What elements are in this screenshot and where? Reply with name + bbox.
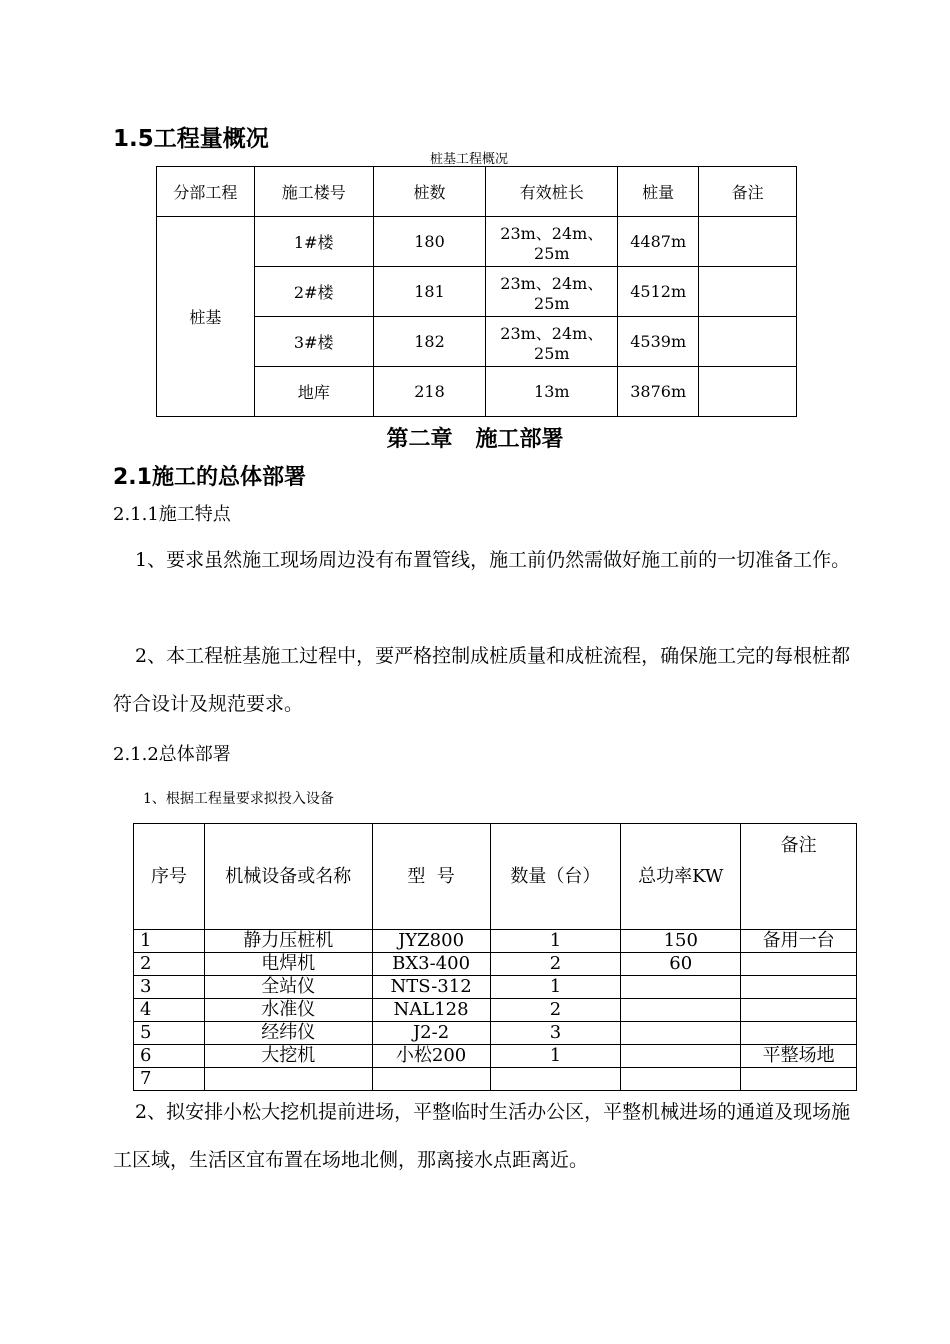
paragraph: 2、拟安排小松大挖机提前进场，平整临时生活办公区，平整机械进场的通道及现场施工区域，生活区宜布置在场地北侧，那离接水点距离近。 <box>113 1101 851 1171</box>
paragraph: 2、本工程桩基施工过程中，要严格控制成桩质量和成桩流程，确保施工完的每根桩都符合设计及规范要求。 <box>113 645 851 715</box>
table-cell: 3#楼 <box>254 317 373 367</box>
table-cell: 13m <box>486 367 618 417</box>
table-row <box>134 999 857 1022</box>
table-cell: 1 <box>134 930 205 953</box>
list-item: 1、根据工程量要求拟投入设备 <box>143 791 334 807</box>
subsection-heading-2-1-1: 2.1.1施工特点 <box>113 504 231 525</box>
table-cell: 6 <box>134 1045 205 1068</box>
paragraph: 1、要求虽然施工现场周边没有布置管线，施工前仍然需做好施工前的一切准备工作。 <box>135 549 851 571</box>
table-cell: 7 <box>134 1068 205 1091</box>
table-cell: 180 <box>373 217 486 267</box>
table-cell: 2 <box>134 953 205 976</box>
group-label-cell: 桩基 <box>157 217 255 417</box>
table-cell: 平整场地 <box>741 1045 857 1068</box>
table-cell <box>699 217 797 267</box>
table-cell <box>621 1045 741 1068</box>
table-cell: 3 <box>490 1022 621 1045</box>
table-cell: 181 <box>373 267 486 317</box>
table-cell: 23m、24m、25m <box>486 267 618 317</box>
table-cell: 4539m <box>618 317 699 367</box>
table-cell: 3876m <box>618 367 699 417</box>
table-cell: 全站仪 <box>204 976 372 999</box>
table-cell: 1 <box>490 1045 621 1068</box>
header-cell: 分部工程 <box>157 167 255 217</box>
table-row <box>134 930 857 953</box>
table-cell: 60 <box>621 953 741 976</box>
section-heading-1-5: 1.5工程量概况 <box>113 126 269 152</box>
table-cell <box>621 1022 741 1045</box>
table-cell <box>741 953 857 976</box>
table-row <box>134 1022 857 1045</box>
header-cell: 序号 <box>134 824 205 930</box>
table-cell: 地库 <box>254 367 373 417</box>
table-cell <box>699 267 797 317</box>
table-cell: 大挖机 <box>204 1045 372 1068</box>
table-cell: 水准仪 <box>204 999 372 1022</box>
header-cell: 总功率KW <box>621 824 741 930</box>
table-row <box>134 953 857 976</box>
header-cell: 机械设备或名称 <box>204 824 372 930</box>
table-row <box>134 976 857 999</box>
table-cell: JYZ800 <box>372 930 490 953</box>
pile-table-caption: 桩基工程概况 <box>430 152 509 167</box>
table-cell <box>741 999 857 1022</box>
subsection-heading-2-1-2: 2.1.2总体部署 <box>113 744 231 765</box>
table-cell: 218 <box>373 367 486 417</box>
pile-summary-table <box>156 166 797 417</box>
table-cell: 静力压桩机 <box>204 930 372 953</box>
table-cell <box>621 999 741 1022</box>
table-header-row <box>134 824 857 930</box>
header-cell: 有效桩长 <box>486 167 618 217</box>
table-cell: 1 <box>490 976 621 999</box>
table-cell: 1#楼 <box>254 217 373 267</box>
header-cell: 桩数 <box>373 167 486 217</box>
table-cell: 2 <box>490 953 621 976</box>
table-cell: NTS-312 <box>372 976 490 999</box>
table-cell: BX3-400 <box>372 953 490 976</box>
table-cell <box>699 367 797 417</box>
table-cell: 23m、24m、25m <box>486 217 618 267</box>
table-cell: NAL128 <box>372 999 490 1022</box>
table-cell: 备用一台 <box>741 930 857 953</box>
header-cell: 数量（台） <box>490 824 621 930</box>
header-cell: 施工楼号 <box>254 167 373 217</box>
table-cell: 1 <box>490 930 621 953</box>
table-row <box>157 217 797 267</box>
table-cell: 2 <box>490 999 621 1022</box>
table-cell: 小松200 <box>372 1045 490 1068</box>
equipment-table <box>133 823 857 1091</box>
table-cell: 182 <box>373 317 486 367</box>
chapter-title: 第二章 施工部署 <box>386 427 564 452</box>
table-cell: 23m、24m、25m <box>486 317 618 367</box>
table-cell <box>621 976 741 999</box>
header-cell: 备注 <box>699 167 797 217</box>
table-cell <box>741 1022 857 1045</box>
table-cell: 2#楼 <box>254 267 373 317</box>
section-heading-2-1: 2.1施工的总体部署 <box>113 465 306 490</box>
table-cell <box>699 317 797 367</box>
table-cell: 电焊机 <box>204 953 372 976</box>
table-cell: 经纬仪 <box>204 1022 372 1045</box>
table-cell: J2-2 <box>372 1022 490 1045</box>
header-cell: 型 号 <box>372 824 490 930</box>
table-cell: 4487m <box>618 217 699 267</box>
header-cell: 备注 <box>741 824 857 930</box>
header-cell: 桩量 <box>618 167 699 217</box>
table-cell: 3 <box>134 976 205 999</box>
table-cell: 4512m <box>618 267 699 317</box>
table-cell <box>741 976 857 999</box>
table-header-row <box>157 167 797 217</box>
table-cell: 5 <box>134 1022 205 1045</box>
table-cell: 4 <box>134 999 205 1022</box>
table-row <box>134 1045 857 1068</box>
table-cell: 150 <box>621 930 741 953</box>
